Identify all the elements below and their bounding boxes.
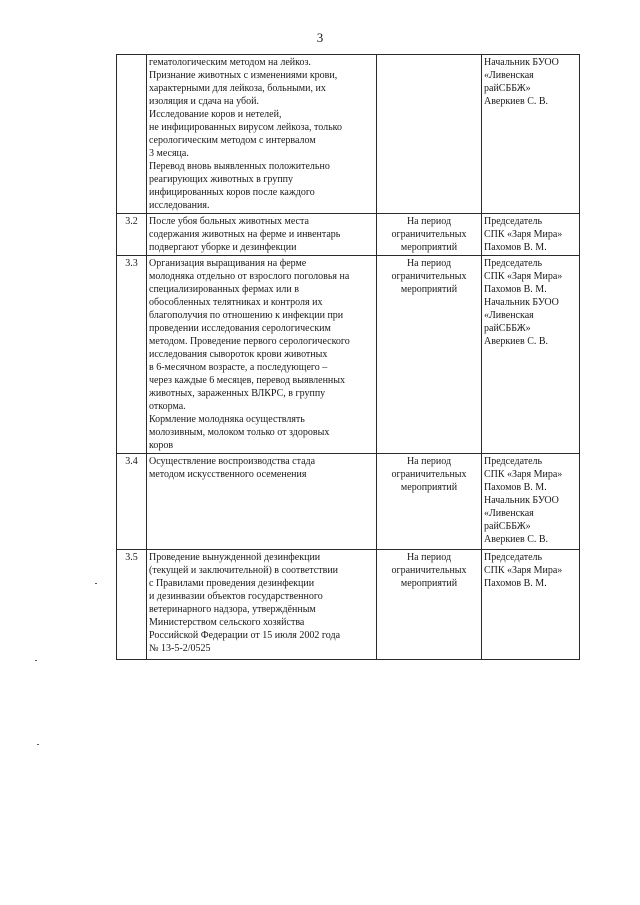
scan-speck <box>35 660 37 661</box>
responsible-line: Начальник БУОО <box>484 297 559 308</box>
measure-line: специализированных фермах или в <box>149 284 299 295</box>
responsible-line: Пахомов В. М. <box>484 284 547 295</box>
page-number: 3 <box>316 30 324 45</box>
responsible-line: Начальник БУОО <box>484 495 559 506</box>
measure-line: Перевод вновь выявленных положительно <box>149 161 330 172</box>
measure-term <box>377 454 482 550</box>
responsible-line: райСББЖ» <box>484 83 531 94</box>
measure-line: серологическим методом с интервалом <box>149 135 316 146</box>
measure-line: животных, зараженных ВЛКРС, в группу <box>149 388 326 399</box>
measure-description <box>147 256 377 454</box>
term-line: На период <box>406 258 452 269</box>
measure-line: Осуществление воспроизводства стада <box>149 456 316 467</box>
measure-line: ветеринарного надзора, утверждённым <box>149 604 316 615</box>
measure-description <box>147 214 377 256</box>
measure-line: гематологическим методом на лейкоз. <box>149 57 311 68</box>
measure-line: с Правилами проведения дезинфекции <box>149 578 315 589</box>
measure-line: проведении исследования серологическим <box>149 323 331 334</box>
measure-line: молодняка отдельно от взрослого поголовья на <box>149 271 350 282</box>
responsible-line: Пахомов В. М. <box>484 482 547 493</box>
term-line: ограничительных <box>391 565 467 576</box>
responsible-persons <box>482 454 580 550</box>
responsible-line: райСББЖ» <box>484 323 531 334</box>
measure-term <box>377 550 482 660</box>
measure-line: и дезинвазии объектов государственного <box>149 591 323 602</box>
responsible-line: «Ливенская <box>484 310 534 321</box>
measure-line: через каждые 6 месяцев, перевод выявленных <box>149 375 346 386</box>
measure-line: молозивным, молоком только от здоровых <box>149 427 330 438</box>
measure-line: (текущей и заключительной) в соответствии <box>149 565 339 576</box>
responsible-line: Начальник БУОО <box>484 57 559 68</box>
responsible-line: Аверкиев С. В. <box>484 96 549 107</box>
measure-line: коров <box>149 440 174 451</box>
responsible-line: СПК «Заря Мира» <box>484 565 563 576</box>
measure-line: № 13-5-2/0525 <box>149 643 211 654</box>
measure-line: Кормление молодняка осуществлять <box>149 414 305 425</box>
term-line: На период <box>406 552 452 563</box>
table-row <box>117 454 580 550</box>
measures-table <box>116 54 580 660</box>
responsible-line: Председатель <box>484 258 543 269</box>
measure-description <box>147 454 377 550</box>
measure-line: исследования сывороток крови животных <box>149 349 328 360</box>
responsible-line: Председатель <box>484 216 543 227</box>
table-row <box>117 550 580 660</box>
responsible-line: «Ливенская <box>484 70 534 81</box>
term-line: ограничительных <box>391 271 467 282</box>
measure-line: Признание животных с изменениями крови, <box>149 70 338 81</box>
responsible-line: СПК «Заря Мира» <box>484 271 563 282</box>
measure-line: откорма. <box>149 401 186 412</box>
measure-term <box>377 256 482 454</box>
table-row <box>117 256 580 454</box>
item-number: 3.5 <box>117 550 147 660</box>
responsible-line: райСББЖ» <box>484 521 531 532</box>
item-number: 3.4 <box>117 454 147 550</box>
item-number: 3.2 <box>117 214 147 256</box>
measure-line: реагирующих животных в группу <box>149 174 293 185</box>
scan-speck <box>95 583 97 584</box>
scan-speck <box>37 744 39 745</box>
term-line: мероприятий <box>400 284 458 295</box>
responsible-line: Председатель <box>484 552 543 563</box>
responsible-line: СПК «Заря Мира» <box>484 469 563 480</box>
measure-line: Проведение вынужденной дезинфекции <box>149 552 321 563</box>
term-line: мероприятий <box>400 482 458 493</box>
responsible-line: «Ливенская <box>484 508 534 519</box>
measure-line: Российской Федерации от 15 июля 2002 года <box>149 630 341 641</box>
measure-line: методом. Проведение первого серологического <box>149 336 350 347</box>
term-line: мероприятий <box>400 242 458 253</box>
measure-line: содержания животных на ферме и инвентарь <box>149 229 341 240</box>
measure-line: характерными для лейкоза, больными, их <box>149 83 326 94</box>
measure-line: После убоя больных животных места <box>149 216 309 227</box>
measure-line: благополучия по отношению к инфекции при <box>149 310 344 321</box>
item-number <box>117 55 147 214</box>
measure-term <box>377 214 482 256</box>
item-number: 3.3 <box>117 256 147 454</box>
responsible-line: Аверкиев С. В. <box>484 336 549 347</box>
measure-line: Исследование коров и нетелей, <box>149 109 282 120</box>
term-line: На период <box>406 216 452 227</box>
responsible-line: Аверкиев С. В. <box>484 534 549 545</box>
responsible-line: Пахомов В. М. <box>484 242 547 253</box>
term-line: ограничительных <box>391 469 467 480</box>
term-line: На период <box>406 456 452 467</box>
responsible-line: СПК «Заря Мира» <box>484 229 563 240</box>
responsible-persons <box>482 214 580 256</box>
measure-line: Министерством сельского хозяйства <box>149 617 305 628</box>
responsible-line: Председатель <box>484 456 543 467</box>
measure-description <box>147 55 377 214</box>
responsible-persons <box>482 55 580 214</box>
measure-line: исследования. <box>149 200 210 211</box>
measure-line: обособленных телятниках и контроля их <box>149 297 323 308</box>
measure-line: изоляция и сдача на убой. <box>149 96 259 107</box>
measure-line: в 6-месячном возрасте, а последующего – <box>149 362 328 373</box>
table-row <box>117 214 580 256</box>
measure-term <box>377 55 482 214</box>
responsible-line: Пахомов В. М. <box>484 578 547 589</box>
table-row <box>117 55 580 214</box>
term-line: мероприятий <box>400 578 458 589</box>
measure-line: не инфицированных вирусом лейкоза, только <box>149 122 343 133</box>
measure-line: 3 месяца. <box>149 148 189 159</box>
measure-line: Организация выращивания на ферме <box>149 258 307 269</box>
responsible-persons <box>482 550 580 660</box>
responsible-persons <box>482 256 580 454</box>
measure-description <box>147 550 377 660</box>
measure-line: подвергают уборке и дезинфекции <box>149 242 297 253</box>
term-line: ограничительных <box>391 229 467 240</box>
measure-line: методом искусственного осеменения <box>149 469 307 480</box>
measure-line: инфицированных коров после каждого <box>149 187 315 198</box>
